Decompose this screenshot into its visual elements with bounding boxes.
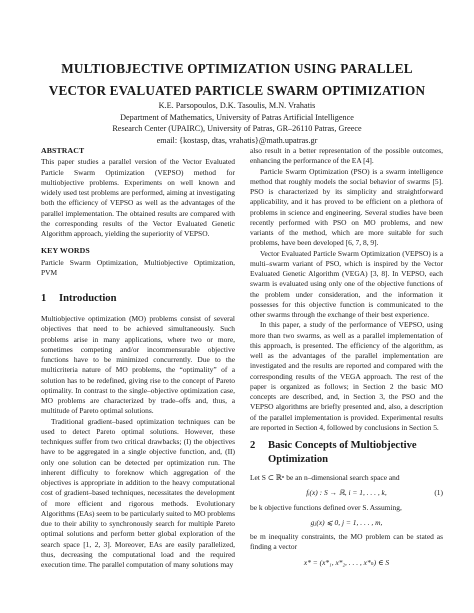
equation-1-body: fᵢ(x) : S → ℝ, i = 1, . . . , k, (306, 488, 387, 498)
right-paragraph-1: also result in a better representation of the possible outcomes, enhancing the performance of the EA [4]. (250, 146, 443, 166)
abstract-text: This paper studies a parallel version of the Vector Evaluated Particle Swarm Optimization (VEPSO) method for multiobjective problems. Experiments on well known and widely used test problems are performed, aiming at investigating both the efficiency of VEPSO as well as the advantages of the parallel implementation. The obtained results are compared with the corresponding results of the Vector Evaluated Genetic Algorithm approach, yielding the superiority of VEPSO. (41, 157, 235, 238)
section-2-number: 2 (250, 440, 256, 451)
equation-1 (250, 488, 443, 498)
right-column (250, 146, 443, 572)
author-department: Department of Mathematics, University of Patras Artificial Intelligence (120, 112, 354, 122)
section-2-heading (250, 439, 443, 467)
section-2-line-2: be k objective functions defined over S. Assuming, (250, 502, 402, 512)
abstract-heading: ABSTRACT (41, 146, 85, 155)
section-2-line-3: be m inequality constraints, the MO problem can be stated as finding a vector (250, 532, 443, 552)
right-paragraph-3: Vector Evaluated Particle Swarm Optimization (VEPSO) is a multi–swarm variant of PSO, which is inspired by the Vector Evaluated Genetic Algorithm (VEGA) [3, 8]. In VEPSO, each swarm is evaluated using only one of the objective functions of the problem under consideration, and the information it possesses for this objective function is communicated to the other swarms through the exchange of their best experience. (250, 248, 443, 319)
title-line-1: MULTIOBJECTIVE OPTIMIZATION USING PARALLEL (61, 61, 413, 76)
section-2-title: Basic Concepts of Multiobjective Optimization (268, 440, 417, 465)
intro-paragraph-2: Traditional gradient–based optimization techniques can be used to detect Pareto optimal solutions. However, these techniques suffer from two critical drawbacks; (I) the objectives have to be aggregated in a single objective function, and, (II) only one solution can be detected per optimization run. The inherent difficulty to foreknow which aggregation of the objectives is appropriate in addition to the heavy computational cost of gradient–based techniques, necessitates the development of more efficient and rigorous methods. Evolutionary Algorithms (EAs) seem to be particularly suited to MO problems due to their ability to synchronously search for multiple Pareto optimal solutions and perform better global exploration of the search space [1, 2, 3]. Moreover, EAs are easily parallelized, thus, decreasing the computational load and the required execution time. The parallel computation of many solutions may (41, 416, 235, 569)
section-2-line-1: Let S ⊂ ℝⁿ be an n–dimensional search space and (250, 473, 400, 482)
right-paragraph-4: In this paper, a study of the performance of VEPSO, using more than two swarms, as well as a parallel implementation of this approach, is presented. The efficiency of the algorithm, as well as the advantages of the parallel implementation are investigated and the results are reported and compared with the corresponding results of the VEGA approach. The rest of the paper is organized as follows; in Section 2 the basic MO concepts are described, and, in Section 3, the PSO and the VEPSO algorithms are briefly presented and, also, a description of the parallel implementation is provided. Experimental results are reported in Section 4, followed by conclusions in Section 5. (250, 320, 443, 432)
author-block (40, 100, 434, 146)
author-email: email: {kostasp, dtas, vrahatis}@math.upatras.gr (156, 135, 318, 145)
equation-2-body: gⱼ(x) ⩽ 0, j = 1, . . . , m, (310, 517, 383, 527)
equation-3-body: x* = (x*₁, x*₂, . . . , x*ₙ) ∈ S (303, 557, 390, 567)
author-center: Research Center (UPAIRC), University of Patras, GR–26110 Patras, Greece (112, 124, 362, 134)
section-1-number: 1 (41, 293, 47, 304)
keywords-text: Particle Swarm Optimization, Multiobjective Optimization, PVM (41, 257, 235, 277)
equation-2 (250, 518, 443, 528)
left-column (41, 146, 235, 570)
equation-3 (250, 558, 443, 568)
intro-paragraph-1: Multiobjective optimization (MO) problems consist of several objectives that need to be achieved simultaneously. Such problems arise in many applications, where two or more, sometimes competing and/or incommensurable objective functions have to be minimized concurrently. Due to the multicriteria nature of MO problems, the “optimality” of a solution has to be redefined, giving rise to the concept of Pareto optimality. In contrast to the single–objective optimization case, MO problems are characterized by trade–offs and, thus, a multitude of Pareto optimal solutions. (41, 314, 235, 416)
equation-1-number: (1) (434, 488, 443, 498)
paper-title (40, 58, 434, 102)
author-names: K.E. Parsopoulos, D.K. Tasoulis, M.N. Vrahatis (158, 101, 316, 110)
title-line-2: VECTOR EVALUATED PARTICLE SWARM OPTIMIZATION (48, 83, 426, 98)
keywords-heading: KEY WORDS (41, 246, 90, 256)
section-1-title: Introduction (59, 293, 117, 304)
section-1-heading (41, 292, 235, 306)
right-paragraph-2: Particle Swarm Optimization (PSO) is a swarm intelligence method that roughly models the social behavior of swarms [5]. PSO is characterized by its simplicity and straightforward applicability, and it has proved to be efficient on a plethora of problems in science and engineering. Several studies have been recently performed with PSO on MO problems, and new variants of the method, which are more suitable for such problems, have been developed [6, 7, 8, 9]. (250, 166, 443, 248)
